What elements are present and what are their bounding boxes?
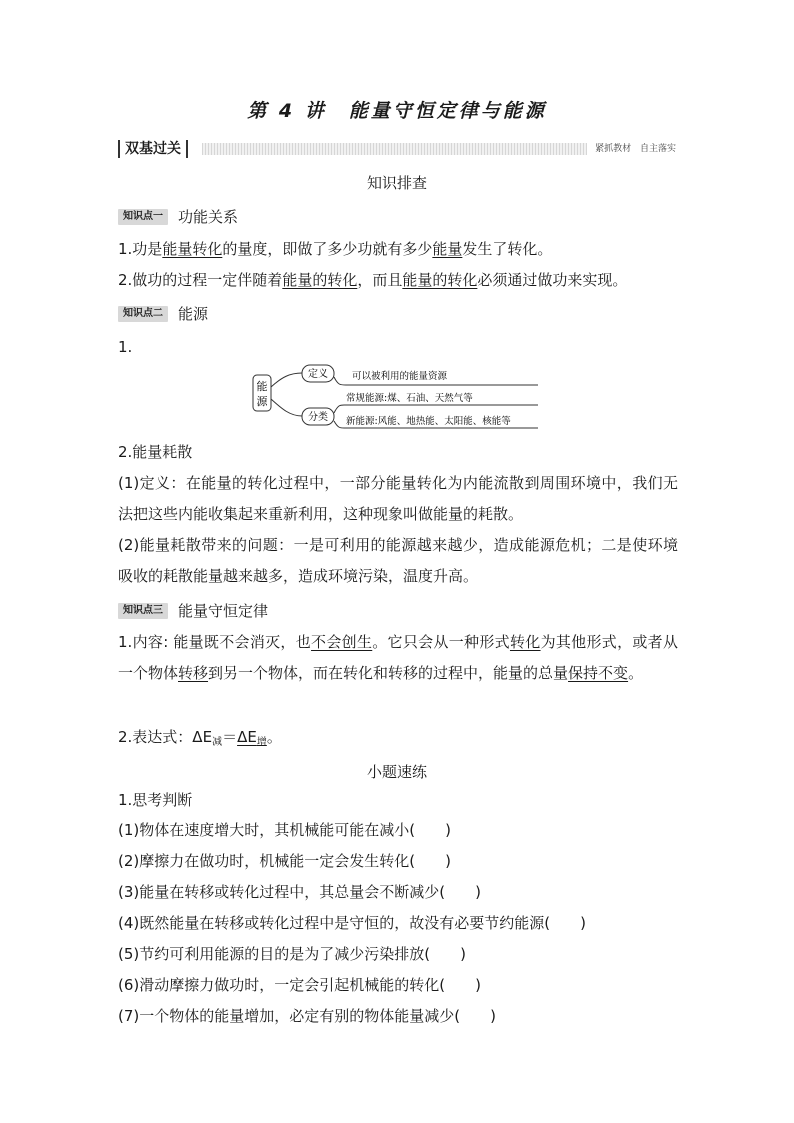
kp-tag: 知识点二: [118, 306, 168, 322]
section-band: [118, 140, 678, 158]
underlined-term: 转化: [509, 633, 541, 651]
underlined-term: 能量的转化: [402, 271, 478, 289]
page-title: 第 4 讲 能量守恒定律与能源: [247, 100, 547, 122]
kp3-content: 1.内容: 能量既不会消灭，也不会创生。它只会从一种形式转化为其他形式，或者从一个物体转移到另一个物体，而在转化和转移的过程中，能量的总量保持不变。: [118, 633, 678, 682]
exercise-item-6: (6)滑动摩擦力做功时，一定会引起机械能的转化( ): [118, 976, 481, 994]
kp1-line-1: 1.功是能量转化的量度，即做了多少功就有多少能量发生了转化。: [118, 240, 553, 258]
underlined-term: 能量转化: [162, 240, 223, 258]
branch-connector: [271, 399, 302, 416]
underlined-term: 能量: [432, 240, 463, 258]
band-tag-2: 自主落实: [639, 144, 676, 154]
classification-label: 分类: [308, 412, 328, 423]
exercise-heading: 1.思考判断: [118, 791, 193, 809]
section-heading-knowledge: 知识排查: [366, 174, 427, 192]
band-tag-1: 紧抓教材: [595, 144, 632, 154]
kp-title: 功能关系: [178, 207, 239, 226]
exercise-item-1: (1)物体在速度增大时，其机械能可能在减小( ): [118, 821, 451, 839]
kp-tag: 知识点一: [118, 209, 168, 225]
kp-title: 能源: [178, 304, 209, 323]
section-heading-exercise: 小题速练: [366, 763, 427, 781]
knowledge-point-2: [118, 305, 208, 321]
exercise-item-5: (5)节约可利用能源的目的是为了减少污染排放( ): [118, 945, 466, 963]
underlined-term: 保持不变: [568, 664, 629, 682]
new-energy-text: 新能源:风能、地热能、太阳能、核能等: [346, 416, 511, 427]
band-tagline: [587, 141, 678, 157]
kp-tag: 知识点三: [118, 603, 168, 619]
exercise-item-4: (4)既然能量在转移或转化过程中是守恒的，故没有必要节约能源( ): [118, 914, 586, 932]
definition-text: 可以被利用的能量资源: [352, 371, 448, 382]
kp-title: 能量守恒定律: [178, 601, 269, 620]
knowledge-point-1: [118, 208, 238, 224]
root-text-2: 源: [256, 395, 268, 408]
root-text-1: 能: [256, 380, 268, 393]
exercise-item-2: (2)摩擦力在做功时，机械能一定会发生转化( ): [118, 852, 451, 870]
knowledge-point-3: [118, 602, 268, 618]
kp2-paragraph-1: (1)定义：在能量的转化过程中，一部分能量转化为内能流散到周围环境中，我们无法把这些内能收集起来重新利用，这种现象叫做能量的耗散。: [118, 474, 678, 523]
energy-source-diagram: [240, 355, 550, 435]
kp2-paragraph-2: (2)能量耗散带来的问题：一是可利用的能源越来越少，造成能源危机；二是使环境吸收的耗散能量越来越多，造成环境污染，温度升高。: [118, 536, 678, 585]
kp2-item-1: 1.: [118, 338, 133, 356]
kp3-expression: 2.表达式：$\Delta E_减=\Delta E_增$。: [118, 728, 282, 748]
branch-connector: [271, 373, 302, 387]
underlined-term: 不会创生: [311, 633, 373, 651]
kp2-item-2: 2.能量耗散: [118, 443, 193, 461]
underlined-term: $\Delta E_增$: [237, 728, 267, 748]
kp1-line-2: 2.做功的过程一定伴随着能量的转化，而且能量的转化必须通过做功来实现。: [118, 271, 628, 289]
definition-label: 定义: [308, 369, 328, 380]
exercise-item-7: (7)一个物体的能量增加，必定有别的物体能量减少( ): [118, 1007, 496, 1025]
band-label: 双基过关: [118, 140, 188, 158]
conventional-line: [334, 405, 538, 413]
underlined-term: 转移: [178, 664, 209, 682]
conventional-energy-text: 常规能源:煤、石油、天然气等: [346, 393, 473, 404]
underlined-term: 能量的转化: [282, 271, 358, 289]
exercise-item-3: (3)能量在转移或转化过程中，其总量会不断减少( ): [118, 883, 481, 901]
